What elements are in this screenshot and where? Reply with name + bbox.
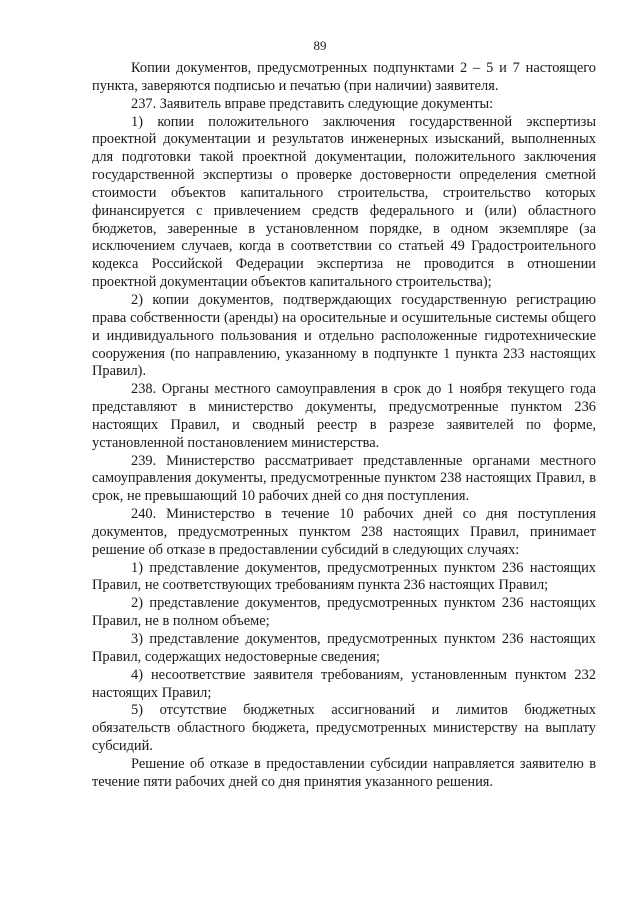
paragraph-238: 238. Органы местного самоуправления в срок до 1 ноября текущего года представляют в министерство документы, предусмотренные пунктом 236 настоящих Правил, и сводный реестр в разрезе заявителей по форме, установленной постановлением министерства.: [92, 381, 596, 451]
paragraph-240-item-4: 4) несоответствие заявителя требованиям, установленным пунктом 232 настоящих Правил;: [92, 666, 596, 701]
paragraph-240: 240. Министерство в течение 10 рабочих дней со дня поступления документов, предусмотренных пунктом 238 настоящих Правил, принимает решение об отказе в предоставлении субсидий в следующих случаях:: [92, 506, 596, 558]
page-number: 89: [313, 38, 327, 53]
paragraph-refusal-notice: Решение об отказе в предоставлении субсидии направляется заявителю в течение пяти рабочих дней со дня принятия указанного решения.: [92, 755, 596, 790]
paragraph-240-item-3: 3) представление документов, предусмотренных пунктом 236 настоящих Правил, содержащих недостоверные сведения;: [92, 631, 596, 665]
paragraph-240-item-2: 2) представление документов, предусмотренных пунктом 236 настоящих Правил, не в полном объеме;: [92, 595, 596, 630]
paragraph-237-item-2: 2) копии документов, подтверждающих государственную регистрацию права собственности (аренды) на оросительные и осушительные системы общего и индивидуального пользования и отдельно расположенные гидротехнические сооружения (по направлению, указанному в подпункте 1 пункта 233 настоящих Правил).: [92, 291, 596, 380]
paragraph-copies-certification: Копии документов, предусмотренных подпунктами 2 – 5 и 7 настоящего пункта, заверяются подписью и печатью (при наличии) заявителя.: [92, 60, 596, 94]
paragraph-237-item-1: 1) копии положительного заключения государственной экспертизы проектной документации и результатов инженерных изысканий, выполненных для подготовки такой проектной документации, положительного заключения государственной экспертизы о проверке достоверности определения сметной стоимости объектов капитального строительства, строительство которых финансируется с привлечением средств федерального и (или) областного бюджетов, заверенные в установленном порядке, в одном экземпляре (за исключением случаев, когда в соответствии со статьей 49 Градостроительного кодекса Российской Федерации экспертиза не проводится в отношении проектной документации объектов капитального строительства);: [92, 113, 596, 291]
document-body: [92, 60, 596, 792]
paragraph-240-item-1: 1) представление документов, предусмотренных пунктом 236 настоящих Правил, не соответствующих требованиям пункта 236 настоящих Правил;: [92, 559, 596, 594]
paragraph-237: 237. Заявитель вправе представить следующие документы:: [131, 95, 494, 112]
paragraph-240-item-5: 5) отсутствие бюджетных ассигнований и лимитов бюджетных обязательств областного бюджета, предусмотренных министерству на выплату субсидий.: [92, 702, 596, 755]
paragraph-239: 239. Министерство рассматривает представленные органами местного самоуправления документы, предусмотренные пунктом 238 настоящих Правил, в срок, не превышающий 10 рабочих дней со дня поступления.: [92, 452, 596, 505]
